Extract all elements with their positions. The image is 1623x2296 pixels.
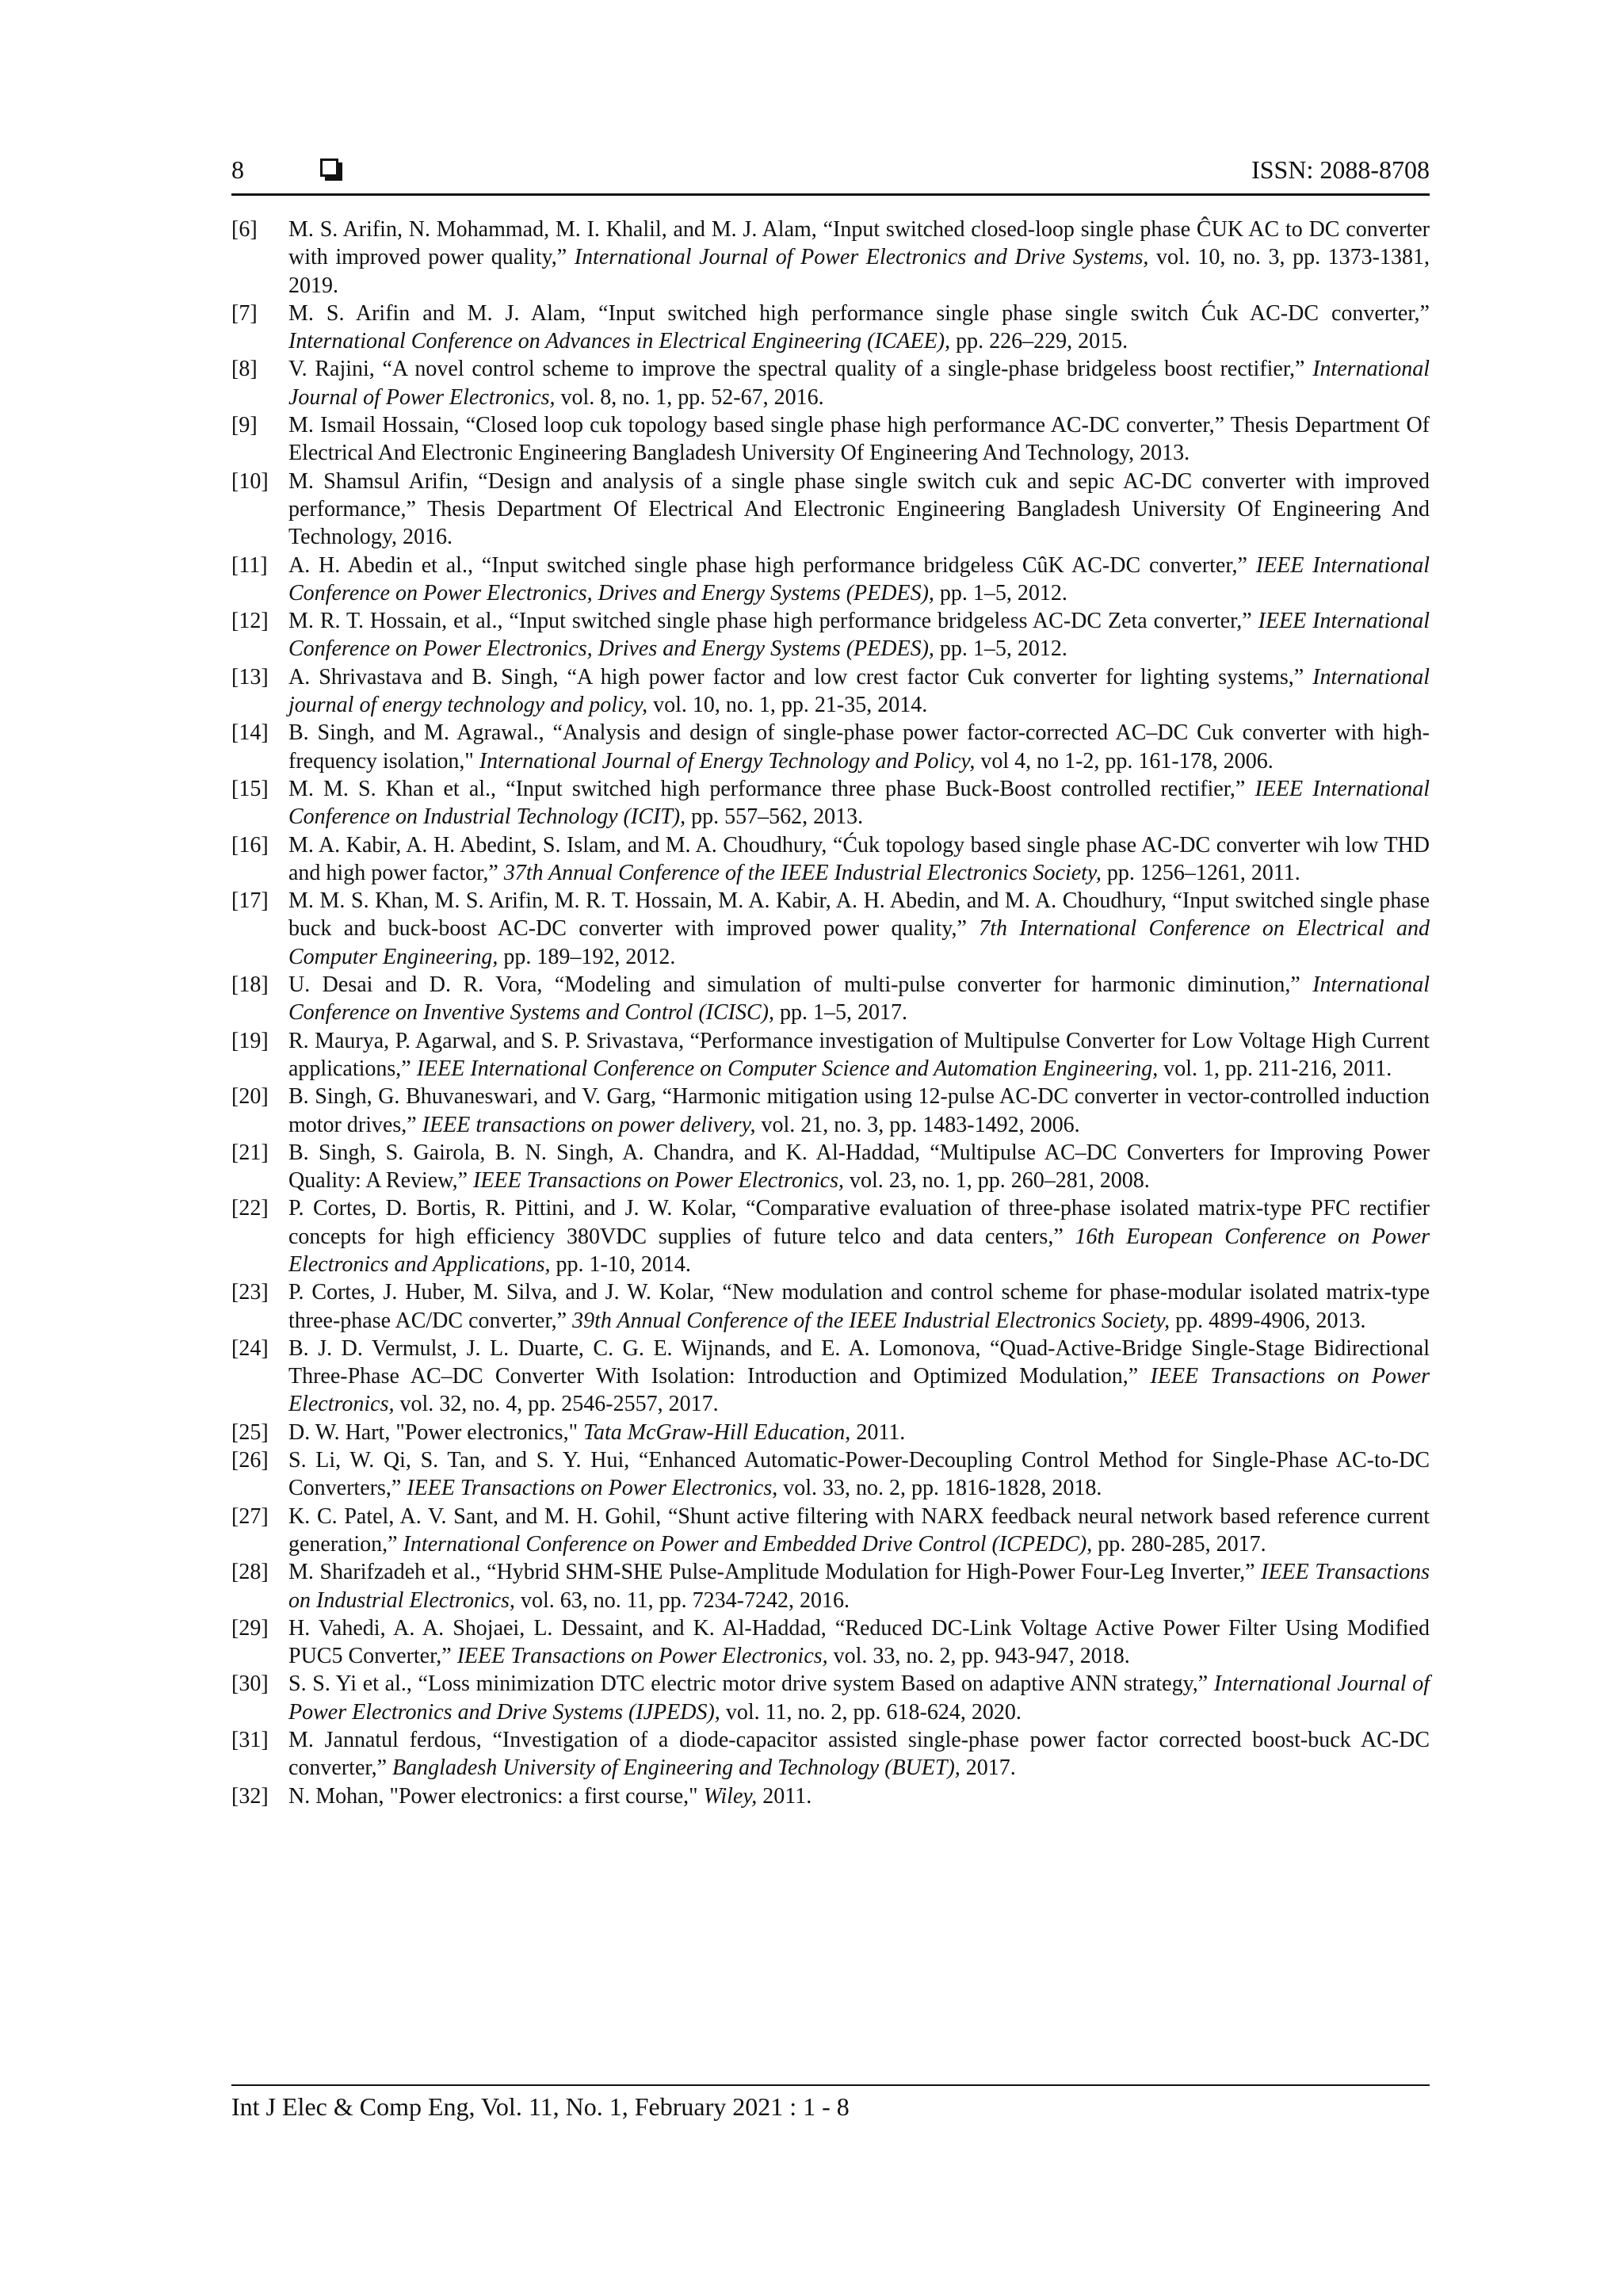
reference-text <box>288 1335 1430 1419</box>
journal-footer: Int J Elec & Comp Eng, Vol. 11, No. 1, February 2021 : 1 - 8 <box>231 2092 850 2121</box>
reference-item <box>231 552 1430 608</box>
reference-item <box>231 663 1430 720</box>
footer-rule <box>231 2084 1430 2086</box>
reference-text <box>288 1083 1430 1139</box>
reference-text <box>288 831 1430 888</box>
reference-number: [28] <box>231 1560 269 1585</box>
reference-venue: International journal of energy technology and policy, <box>288 664 1430 718</box>
reference-segment: M. Jannatul ferdous, “Investigation of a diode-capacitor assisted single-phase power factor corrected boost-buck AC-DC converter,” <box>288 1728 1430 1781</box>
reference-venue: IEEE Transactions on Industrial Electronics, <box>288 1560 1430 1613</box>
reference-segment: M. R. T. Hossain, et al., “Input switched single phase high performance bridgeless AC-DC Zeta converter,” <box>288 609 1258 634</box>
reference-text <box>288 607 1430 663</box>
reference-segment: vol. 23, no. 1, pp. 260–281, 2008. <box>843 1168 1150 1194</box>
reference-segment: vol. 32, no. 4, pp. 2546-2557, 2017. <box>394 1392 719 1417</box>
reference-segment: pp. 189–192, 2012. <box>498 944 676 969</box>
reference-number: [13] <box>231 664 269 690</box>
reference-number: [22] <box>231 1196 269 1221</box>
reference-segment: D. W. Hart, "Power electronics," <box>288 1419 583 1445</box>
reference-item <box>231 1139 1430 1195</box>
reference-text <box>288 552 1430 608</box>
reference-item <box>231 300 1430 356</box>
reference-segment: 2011. <box>850 1419 906 1445</box>
reference-text <box>288 468 1430 552</box>
reference-venue: International Conference on Advances in Electrical Engineering (ICAEE), <box>288 329 951 354</box>
reference-item <box>231 468 1430 552</box>
reference-segment: A. H. Abedin et al., “Input switched single phase high performance bridgeless CûK AC-DC converter,” <box>288 552 1256 578</box>
reference-number: [18] <box>231 972 269 998</box>
reference-segment: M. M. S. Khan, M. S. Arifin, M. R. T. Hossain, M. A. Kabir, A. H. Abedin, and M. A. Choudhury, “Input switched single phase buck and buck-boost AC-DC converter with improved power quality,” <box>288 888 1430 942</box>
reference-venue: IEEE International Conference on Industrial Technology (ICIT), <box>288 776 1430 830</box>
reference-item <box>231 607 1430 663</box>
reference-item <box>231 1782 1430 1810</box>
reference-segment: H. Vahedi, A. A. Shojaei, L. Dessaint, and K. Al-Haddad, “Reduced DC-Link Voltage Active Power Filter Using Modified PUC5 Converter,” <box>288 1615 1430 1669</box>
reference-venue: International Conference on Inventive Systems and Control (ICISC), <box>288 972 1430 1026</box>
reference-text <box>288 887 1430 971</box>
reference-segment: vol. 8, no. 1, pp. 52-67, 2016. <box>555 384 824 410</box>
reference-number: [12] <box>231 609 269 634</box>
reference-venue: International Journal of Power Electronics, <box>288 357 1430 410</box>
reference-venue: IEEE International Conference on Power Electronics, Drives and Energy Systems (PEDES), <box>288 552 1430 606</box>
reference-number: [19] <box>231 1028 269 1053</box>
reference-item <box>231 1446 1430 1503</box>
reference-segment: vol. 33, no. 2, pp. 943-947, 2018. <box>827 1644 1130 1669</box>
reference-item <box>231 1335 1430 1419</box>
reference-segment: vol. 10, no. 1, pp. 21-35, 2014. <box>647 693 928 718</box>
reference-item <box>231 1419 1430 1446</box>
reference-segment: vol. 21, no. 3, pp. 1483-1492, 2006. <box>755 1112 1080 1137</box>
reference-venue: 16th European Conference on Power Electronics and Applications, <box>288 1224 1430 1277</box>
reference-text <box>288 1614 1430 1671</box>
reference-venue: IEEE International Conference on Computer Science and Automation Engineering, <box>416 1056 1159 1081</box>
reference-venue: Wiley, <box>703 1783 758 1809</box>
reference-item <box>231 775 1430 831</box>
reference-segment: vol. 11, no. 2, pp. 618-624, 2020. <box>720 1699 1022 1725</box>
reference-number: [26] <box>231 1448 269 1473</box>
reference-segment: pp. 226–229, 2015. <box>950 329 1128 354</box>
reference-segment: B. Singh, S. Gairola, B. N. Singh, A. Chandra, and K. Al-Haddad, “Multipulse AC–DC Converters for Improving Power Quality: A Review,” <box>288 1140 1430 1194</box>
reference-segment: B. Singh, G. Bhuvaneswari, and V. Garg, “Harmonic mitigation using 12-pulse AC-DC converter in vector-controlled induction motor drives,” <box>288 1084 1430 1137</box>
reference-number: [7] <box>231 300 258 326</box>
reference-venue: 39th Annual Conference of the IEEE Industrial Electronics Society, <box>572 1308 1170 1333</box>
reference-text <box>288 1278 1430 1335</box>
reference-venue: Bangladesh University of Engineering and Technology (BUET), <box>392 1755 960 1781</box>
checkbox-square-icon <box>320 159 338 177</box>
reference-number: [29] <box>231 1615 269 1641</box>
reference-segment: vol 4, no 1-2, pp. 161-178, 2006. <box>975 748 1274 774</box>
reference-segment: K. C. Patel, A. V. Sant, and M. H. Gohil, “Shunt active filtering with NARX feedback neural network based reference current generation,” <box>288 1503 1430 1557</box>
reference-segment: B. Singh, and M. Agrawal., “Analysis and design of single-phase power factor-corrected AC–DC Cuk converter with high-frequency isolation," <box>288 720 1430 774</box>
reference-item <box>231 719 1430 775</box>
reference-segment: R. Maurya, P. Agarwal, and S. P. Srivastava, “Performance investigation of Multipulse Converter for Low Voltage High Current applications,” <box>288 1028 1430 1081</box>
reference-segment: vol. 63, no. 11, pp. 7234-7242, 2016. <box>514 1587 850 1613</box>
reference-segment: 2017. <box>960 1755 1016 1781</box>
reference-venue: IEEE International Conference on Power Electronics, Drives and Energy Systems (PEDES), <box>288 609 1430 662</box>
reference-item <box>231 887 1430 971</box>
reference-venue: International Journal of Power Electronics and Drive Systems (IJPEDS), <box>288 1671 1430 1725</box>
reference-segment: pp. 1–5, 2017. <box>774 1000 908 1026</box>
reference-text <box>288 719 1430 775</box>
reference-venue: Tata McGraw-Hill Education, <box>583 1419 851 1445</box>
reference-segment: A. Shrivastava and B. Singh, “A high power factor and low crest factor Cuk converter for lighting systems,” <box>288 664 1313 690</box>
reference-number: [27] <box>231 1503 269 1529</box>
reference-segment: M. S. Arifin, N. Mohammad, M. I. Khalil, and M. J. Alam, “Input switched closed-loop single phase ĈUK AC to DC converter with improved power quality,” <box>288 217 1430 270</box>
reference-text <box>288 1782 1430 1810</box>
reference-number: [10] <box>231 468 269 494</box>
reference-segment: M. Sharifzadeh et al., “Hybrid SHM-SHE Pulse-Amplitude Modulation for High-Power Four-Leg Inverter,” <box>288 1560 1262 1585</box>
header-rule <box>231 193 1430 196</box>
reference-text <box>288 1558 1430 1614</box>
reference-segment: N. Mohan, "Power electronics: a first course," <box>288 1783 704 1809</box>
reference-segment: M. Shamsul Arifin, “Design and analysis of a single phase single switch cuk and sepic AC-DC converter with improved performance,” Thesis Department Of Electrical And Electronic Engineering Bangladesh University Of Engineering And Technology, 2016. <box>288 468 1430 550</box>
reference-number: [6] <box>231 217 258 242</box>
reference-segment: S. Li, W. Qi, S. Tan, and S. Y. Hui, “Enhanced Automatic-Power-Decoupling Control Method for Single-Phase AC-to-DC Converters,” <box>288 1448 1430 1501</box>
reference-segment: 2011. <box>757 1783 812 1809</box>
reference-list <box>231 216 1430 1810</box>
reference-segment: M. Ismail Hossain, “Closed loop cuk topology based single phase high performance AC-DC converter,” Thesis Department Of Electrical And Electronic Engineering Bangladesh University Of Engineering And Technology, 2013. <box>288 413 1430 466</box>
reference-venue: IEEE Transactions on Power Electronics, <box>473 1168 844 1194</box>
reference-text <box>288 971 1430 1027</box>
reference-number: [17] <box>231 888 269 914</box>
reference-number: [16] <box>231 832 269 858</box>
reference-venue: IEEE Transactions on Power Electronics, <box>288 1364 1430 1417</box>
reference-segment: pp. 4899-4906, 2013. <box>1170 1308 1366 1333</box>
reference-text <box>288 663 1430 720</box>
reference-number: [24] <box>231 1335 269 1361</box>
reference-segment: V. Rajini, “A novel control scheme to improve the spectral quality of a single-phase bridgeless boost rectifier,” <box>288 357 1313 382</box>
reference-text <box>288 1503 1430 1559</box>
page-header <box>231 152 1430 193</box>
reference-item <box>231 1503 1430 1559</box>
reference-number: [11] <box>231 552 268 578</box>
reference-text <box>288 1194 1430 1278</box>
reference-segment: pp. 557–562, 2013. <box>685 804 864 830</box>
reference-text <box>288 1027 1430 1083</box>
reference-item <box>231 971 1430 1027</box>
reference-item <box>231 1083 1430 1139</box>
reference-item <box>231 216 1430 300</box>
reference-segment: U. Desai and D. R. Vora, “Modeling and simulation of multi-pulse converter for harmonic diminution,” <box>288 972 1313 998</box>
reference-segment: M. S. Arifin and M. J. Alam, “Input switched high performance single phase single switch Ćuk AC-DC converter,” <box>288 300 1430 326</box>
reference-text <box>288 1670 1430 1726</box>
reference-venue: IEEE Transactions on Power Electronics, <box>456 1644 828 1669</box>
reference-venue: 7th International Conference on Electrical and Computer Engineering, <box>288 916 1430 969</box>
reference-number: [8] <box>231 357 258 382</box>
reference-venue: International Journal of Power Electronics and Drive Systems, <box>574 245 1149 270</box>
reference-text <box>288 216 1430 300</box>
reference-segment: P. Cortes, D. Bortis, R. Pittini, and J. W. Kolar, “Comparative evaluation of three-phase isolated matrix-type PFC rectifier concepts for high efficiency 380VDC supplies of future telco and data centers,” <box>288 1196 1430 1249</box>
reference-segment: pp. 280-285, 2017. <box>1092 1531 1266 1557</box>
reference-number: [30] <box>231 1671 269 1697</box>
reference-segment: pp. 1-10, 2014. <box>550 1251 691 1277</box>
reference-item <box>231 1194 1430 1278</box>
reference-text <box>288 1139 1430 1195</box>
reference-text <box>288 775 1430 831</box>
reference-segment: pp. 1–5, 2012. <box>934 580 1067 606</box>
reference-venue: International Journal of Energy Technology and Policy, <box>479 748 976 774</box>
reference-segment: , vol. 33, no. 2, pp. 1816-1828, 2018. <box>772 1476 1102 1501</box>
reference-segment: vol. 10, no. 3, pp. 1373-1381, 2019. <box>288 245 1430 298</box>
reference-item <box>231 1726 1430 1782</box>
reference-number: [20] <box>231 1084 269 1110</box>
reference-segment: pp. 1–5, 2012. <box>934 636 1067 662</box>
reference-venue: IEEE Transactions on Power Electronics <box>407 1476 773 1501</box>
reference-item <box>231 1027 1430 1083</box>
reference-item <box>231 1670 1430 1726</box>
reference-number: [23] <box>231 1280 269 1305</box>
reference-number: [21] <box>231 1140 269 1165</box>
reference-number: [9] <box>231 413 258 438</box>
issn-label: ISSN: 2088-8708 <box>1251 155 1430 184</box>
reference-number: [14] <box>231 720 269 746</box>
reference-segment: M. M. S. Khan et al., “Input switched high performance three phase Buck-Boost controlled rectifier,” <box>288 776 1255 801</box>
reference-item <box>231 411 1430 468</box>
reference-segment: S. S. Yi et al., “Loss minimization DTC electric motor drive system Based on adaptive ANN strategy,” <box>288 1671 1214 1697</box>
reference-item <box>231 1558 1430 1614</box>
reference-segment: B. J. D. Vermulst, J. L. Duarte, C. G. E. Wijnands, and E. A. Lomonova, “Quad-Active-Bridge Single-Stage Bidirectional Three-Phase AC–DC Converter With Isolation: Introduction and Optimized Modulation,” <box>288 1335 1430 1389</box>
reference-text <box>288 1446 1430 1503</box>
reference-venue: International Conference on Power and Embedded Drive Control (ICPEDC), <box>403 1531 1093 1557</box>
reference-number: [15] <box>231 776 269 801</box>
reference-venue: IEEE transactions on power delivery, <box>422 1112 756 1137</box>
reference-text <box>288 300 1430 356</box>
reference-text <box>288 1419 1430 1446</box>
reference-item <box>231 831 1430 888</box>
reference-number: [32] <box>231 1783 269 1809</box>
reference-text <box>288 355 1430 411</box>
reference-text <box>288 1726 1430 1782</box>
reference-segment: P. Cortes, J. Huber, M. Silva, and J. W. Kolar, “New modulation and control scheme for phase-modular isolated matrix-type three-phase AC/DC converter,” <box>288 1280 1430 1333</box>
reference-item <box>231 1278 1430 1335</box>
reference-item <box>231 1614 1430 1671</box>
reference-item <box>231 355 1430 411</box>
reference-text <box>288 411 1430 468</box>
reference-segment: vol. 1, pp. 211-216, 2011. <box>1158 1056 1392 1081</box>
reference-segment: M. A. Kabir, A. H. Abedint, S. Islam, and M. A. Choudhury, “Ćuk topology based single phase AC-DC converter wih low THD and high power factor,” <box>288 832 1430 885</box>
reference-number: [31] <box>231 1728 269 1753</box>
page-number: 8 <box>231 155 244 184</box>
reference-number: [25] <box>231 1419 269 1445</box>
reference-venue: 37th Annual Conference of the IEEE Industrial Electronics Society, <box>503 860 1102 885</box>
reference-segment: pp. 1256–1261, 2011. <box>1101 860 1300 885</box>
